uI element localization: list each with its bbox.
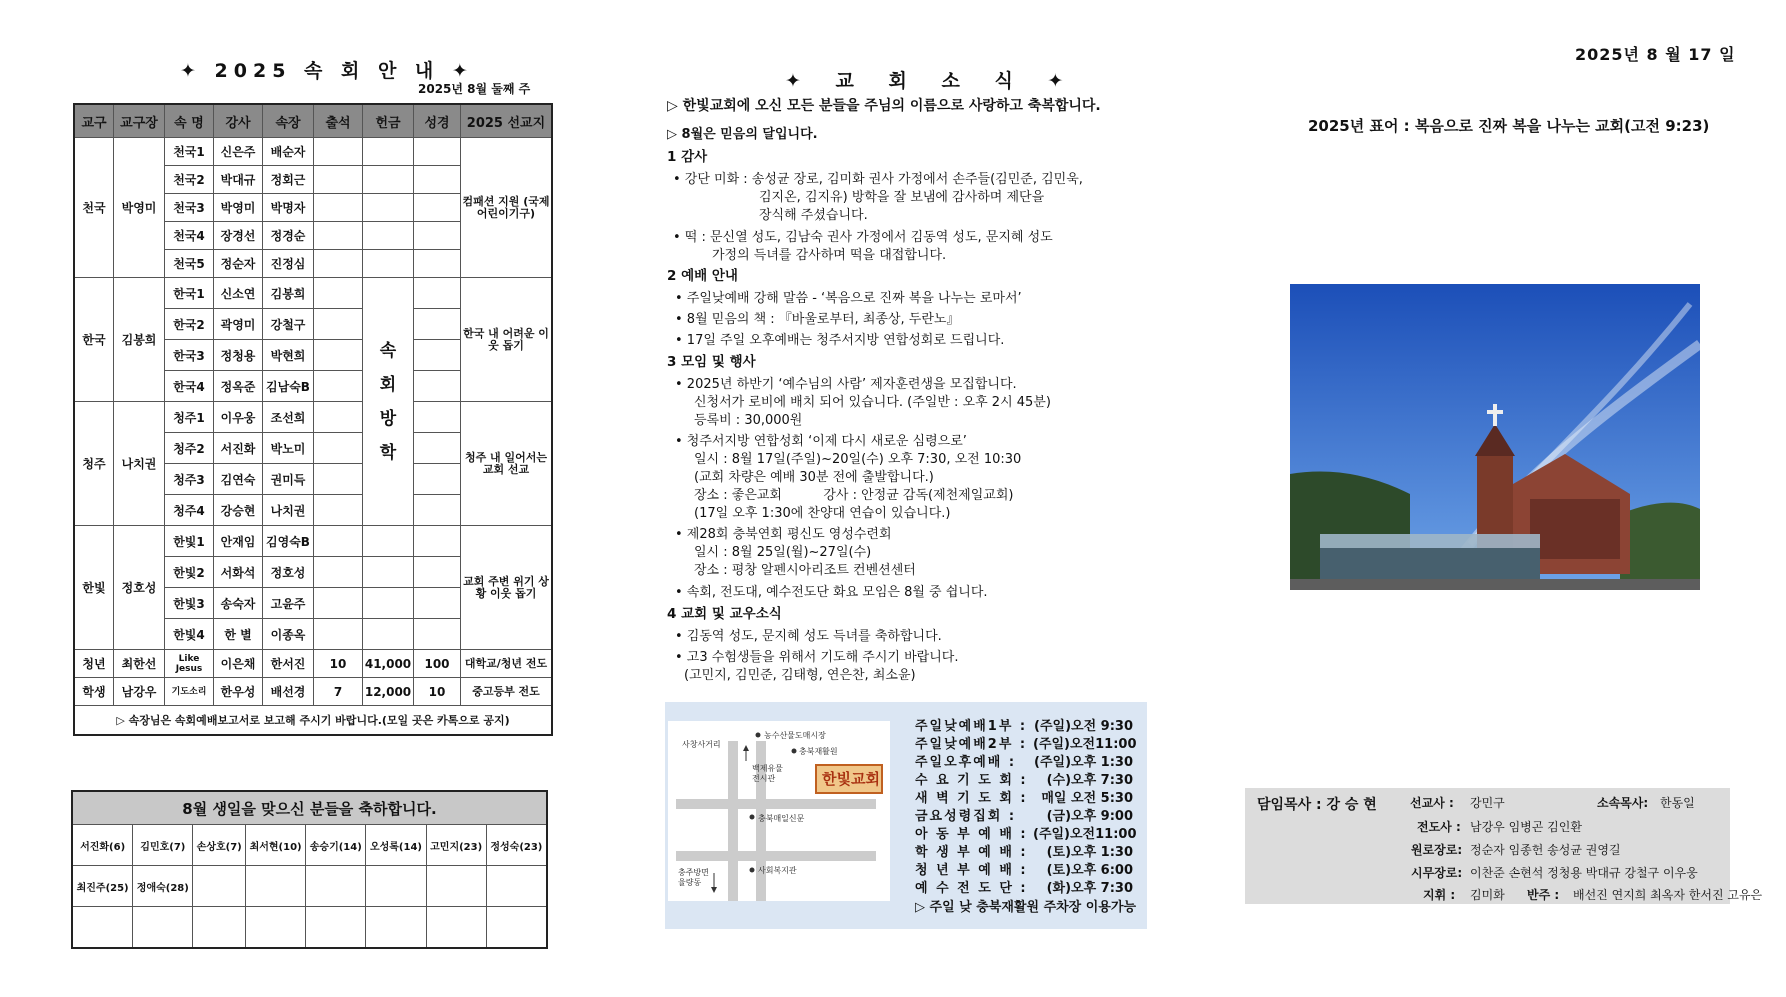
section-members: 4 교회 및 교우소식 [667,606,782,622]
col-header: 교구장 [114,104,165,138]
district-mission: 교회 주변 위기 상황 이웃 돕기 [461,526,553,650]
schedule-row: 청 년 부 예 배 : (토)오후 6:00 [915,863,1133,878]
news-item: 일시 : 8월 17일(주일)~20일(수) 오후 7:30, 오전 10:30 [694,452,1022,467]
svg-text:농수산물도매시장: 농수산물도매시장 [764,731,826,740]
group-teacher: 송숙자 [214,588,263,619]
group-teacher: 안재임 [214,526,263,557]
col-header: 헌금 [363,104,414,138]
group-name: 청주1 [165,402,214,433]
bulletin-date: 2025년 8 월 17 일 [1575,45,1736,64]
month-word: ▷ 8월은 믿음의 달입니다. [667,127,818,142]
news-item: • 떡 : 문신열 성도, 김남숙 권사 가정에서 김동역 성도, 문지혜 성도 [673,230,1053,245]
table-row-youth: 청년 최한선 Like Jesus 이은채 한서진 10 41,000 100 대학교/청년 전도 [74,650,552,678]
section-events: 3 모임 및 행사 [667,354,756,370]
group-head: 조선희 [263,402,314,433]
group-name: 한국4 [165,371,214,402]
church-photo-image [1290,284,1700,590]
group-name: 천국3 [165,194,214,222]
group-meeting-week: 2025년 8월 둘째 주 [418,82,531,96]
news-item: • 강단 미화 : 송성균 장로, 김미화 권사 가정에서 손주들(김민준, 김민욱, [673,172,1083,187]
news-item: • 주일낮예배 강해 말씀 - ‘복음으로 진짜 복을 나누는 로마서’ [675,291,1022,306]
birthday-cell: 송승기(14) [306,825,366,866]
news-item: • 제28회 충북연회 평신도 영성수련회 [675,527,892,542]
news-item: 신청서가 로비에 배치 되어 있습니다. (주일반 : 오후 2시 45분) [694,395,1051,410]
schedule-row: 주일낮예배2부 : (주일)오전11:00 [915,737,1137,752]
table-row-student: 학생 남강우 기도소리 한우성 배선경 7 12,000 10 중고등부 전도 [74,678,552,706]
group-name: 한빛2 [165,557,214,588]
group-head: 진정심 [263,250,314,278]
group-head: 박노미 [263,433,314,464]
birthday-cell: 김민호(7) [133,825,193,866]
group-head: 박현희 [263,340,314,371]
group-name: 청주4 [165,495,214,526]
district-leader: 김봉희 [114,278,165,402]
staff-box: 담임목사 : 강 승 현 선교사 : 강민구 소속목사: 한동일 전도사 : 남강우 임병곤 김인환 원로장로: 정순자 임종헌 송성균 권영길 시무장로: 이찬준 손현석 정청용 박대규 강철구 이우웅 지휘 : 김미화 반주 : 배선진 연지희 최옥자 한서진 고유은 [1245,788,1730,904]
district-leader: 나치권 [114,402,165,526]
group-teacher: 신은주 [214,138,263,166]
schedule-row: 새 벽 기 도 회 : 매일 오전 5:30 [915,791,1133,806]
news-item: • 8월 믿음의 책 : 『바울로부터, 최종상, 두란노』 [675,312,960,327]
group-head: 강철구 [263,309,314,340]
table-footnote-row [74,706,552,736]
group-head: 박명자 [263,194,314,222]
welcome-line: ▷ 한빛교회에 오신 모든 분들을 주님의 이름으로 사랑하고 축복합니다. [667,98,1101,114]
news-item: • 속회, 전도대, 예수전도단 화요 모임은 8월 중 쉽니다. [675,585,988,600]
group-teacher: 박영미 [214,194,263,222]
church-photo [1290,284,1700,590]
svg-text:한빛교회: 한빛교회 [822,770,880,788]
svg-text:전시관: 전시관 [752,774,776,783]
birthday-cell: 서진화(6) [72,825,133,866]
col-header: 속장 [263,104,314,138]
col-header: 교구 [74,104,114,138]
news-item: 장소 : 평창 알펜시아리조트 컨벤션센터 [694,563,916,578]
col-header: 강사 [214,104,263,138]
district-leader: 박영미 [114,138,165,278]
group-teacher: 서화석 [214,557,263,588]
group-head: 배순자 [263,138,314,166]
svg-text:충북재활원: 충북재활원 [799,747,838,756]
news-item: (교회 차량은 예배 30분 전에 출발합니다.) [694,470,934,485]
svg-text:사회복지관: 사회복지관 [758,866,797,875]
birthday-row [72,825,547,866]
col-header: 출석 [314,104,363,138]
group-meeting-title: ✦ 2025 속 회 안 내 ✦ [180,60,474,82]
schedule-row: 아 동 부 예 배 : (주일)오전11:00 [915,827,1137,842]
group-teacher: 강승현 [214,495,263,526]
table-footnote: ▷ 속장님은 속회예배보고서로 보고해 주시기 바랍니다.(모일 곳은 카톡으로 공지) [74,706,552,736]
group-teacher: 한 별 [214,619,263,650]
birthday-cell: 최서현(10) [246,825,306,866]
birthday-row [72,866,547,907]
svg-text:충북매일신문: 충북매일신문 [758,814,805,823]
table-header-row [74,104,552,138]
schedule-row: 학 생 부 예 배 : (토)오후 1:30 [915,845,1133,860]
group-teacher: 곽영미 [214,309,263,340]
table-row [74,526,552,557]
birthday-cell: 손상호(7) [193,825,246,866]
group-head: 고윤주 [263,588,314,619]
group-name: 한국1 [165,278,214,309]
group-vacation: 속 회 방 학 [363,278,414,526]
church-motto: 2025년 표어 : 복음으로 진짜 복을 나누는 교회(고전 9:23) [1308,117,1710,135]
table-row [74,138,552,166]
svg-text:충주방면: 충주방면 [678,868,709,877]
district-name: 한국 [74,278,114,402]
group-teacher: 정순자 [214,250,263,278]
group-head: 김남숙B [263,371,314,402]
news-item: 장소 : 좋은교회 강사 : 안정균 감독(제천제일교회) [694,488,1014,503]
svg-text:백제유물: 백제유물 [752,764,783,773]
birthday-cell: 최진주(25) [72,866,133,907]
section-worship: 2 예배 안내 [667,268,738,284]
col-header: 2025 선교지 [461,104,553,138]
news-item: • 청주서지방 연합성회 ‘이제 다시 새로운 심령으로’ [675,434,967,449]
parking-note: ▷ 주일 낮 충북재활원 주차장 이용가능 [915,900,1136,915]
group-teacher: 서진화 [214,433,263,464]
news-item: 등록비 : 30,000원 [694,413,803,428]
group-name: 한국3 [165,340,214,371]
news-item: (17일 오후 1:30에 찬양대 연습이 있습니다.) [694,506,951,521]
group-name: 한빛1 [165,526,214,557]
group-name: 한국2 [165,309,214,340]
news-item: • 김동역 성도, 문지혜 성도 득녀를 축하합니다. [675,629,942,644]
district-mission: 청주 내 일어서는 교회 선교 [461,402,553,526]
group-head: 정회근 [263,166,314,194]
table-row [74,278,552,309]
col-header: 성경 [414,104,461,138]
district-mission: 한국 내 어려운 이웃 돕기 [461,278,553,402]
news-item: • 17일 주일 오후예배는 청주서지방 연합성회로 드립니다. [675,333,1005,348]
section-thanks: 1 감사 [667,149,708,165]
news-item: • 고3 수험생들을 위해서 기도해 주시기 바랍니다. [675,650,959,665]
group-teacher: 장경선 [214,222,263,250]
group-teacher: 김연숙 [214,464,263,495]
svg-text:율량동: 율량동 [678,878,702,887]
news-item: 장식해 주셨습니다. [759,208,868,223]
group-teacher: 박대규 [214,166,263,194]
group-head: 이종옥 [263,619,314,650]
senior-pastor: 담임목사 : 강 승 현 [1257,797,1377,813]
group-teacher: 정옥준 [214,371,263,402]
group-teacher: 신소연 [214,278,263,309]
group-name: 청주2 [165,433,214,464]
group-teacher: 정청용 [214,340,263,371]
district-name: 한빛 [74,526,114,650]
district-leader: 정호성 [114,526,165,650]
group-name: 천국1 [165,138,214,166]
birthday-cell: 정성숙(23) [486,825,547,866]
church-map [668,721,890,901]
schedule-row: 예 수 전 도 단 : (화)오후 7:30 [915,881,1133,896]
group-name: 한빛3 [165,588,214,619]
schedule-row: 금요성령집회 : (금)오후 9:00 [915,809,1133,824]
group-head: 정경순 [263,222,314,250]
group-name: 한빛4 [165,619,214,650]
schedule-row: 수 요 기 도 회 : (수)오후 7:30 [915,773,1133,788]
birthday-cell: 오성록(14) [366,825,426,866]
svg-text:사창사거리: 사창사거리 [682,740,721,749]
group-name: 천국4 [165,222,214,250]
birthday-table [71,790,548,949]
district-name: 청주 [74,402,114,526]
news-item: 가정의 득녀를 감사하며 떡을 대접합니다. [712,248,947,263]
district-mission: 컴패션 지원 (국제어린이기구) [461,138,553,278]
birthday-cell: 고민지(23) [426,825,486,866]
schedule-row: 주일낮예배1부 : (주일)오전 9:30 [915,719,1133,734]
news-item: 김지온, 김지유) 방학을 잘 보냄에 감사하며 제단을 [759,190,1045,205]
schedule-row: 주일오후예배 : (주일)오후 1:30 [915,755,1133,770]
birthday-cell: 정애숙(28) [133,866,193,907]
group-name: 천국5 [165,250,214,278]
news-item: (고민지, 김민준, 김태형, 연은찬, 최소윤) [684,668,916,683]
birthday-title: 8월 생일을 맞으신 분들을 축하합니다. [72,791,547,825]
group-head: 나치권 [263,495,314,526]
col-header: 속 명 [165,104,214,138]
group-name: 천국2 [165,166,214,194]
group-head: 김영숙B [263,526,314,557]
group-head: 권미득 [263,464,314,495]
group-meeting-table [73,103,553,736]
group-teacher: 이우웅 [214,402,263,433]
group-head: 정호성 [263,557,314,588]
district-name: 천국 [74,138,114,278]
news-item: • 2025년 하반기 ‘예수님의 사람’ 제자훈련생을 모집합니다. [675,377,1017,392]
group-name: 청주3 [165,464,214,495]
table-row [74,402,552,433]
birthday-row [72,907,547,949]
news-item: 일시 : 8월 25일(월)~27일(수) [694,545,872,560]
map-drawing [668,721,890,901]
church-news-title: ✦ 교 회 소 식 ✦ [785,70,1078,92]
group-head: 김봉희 [263,278,314,309]
